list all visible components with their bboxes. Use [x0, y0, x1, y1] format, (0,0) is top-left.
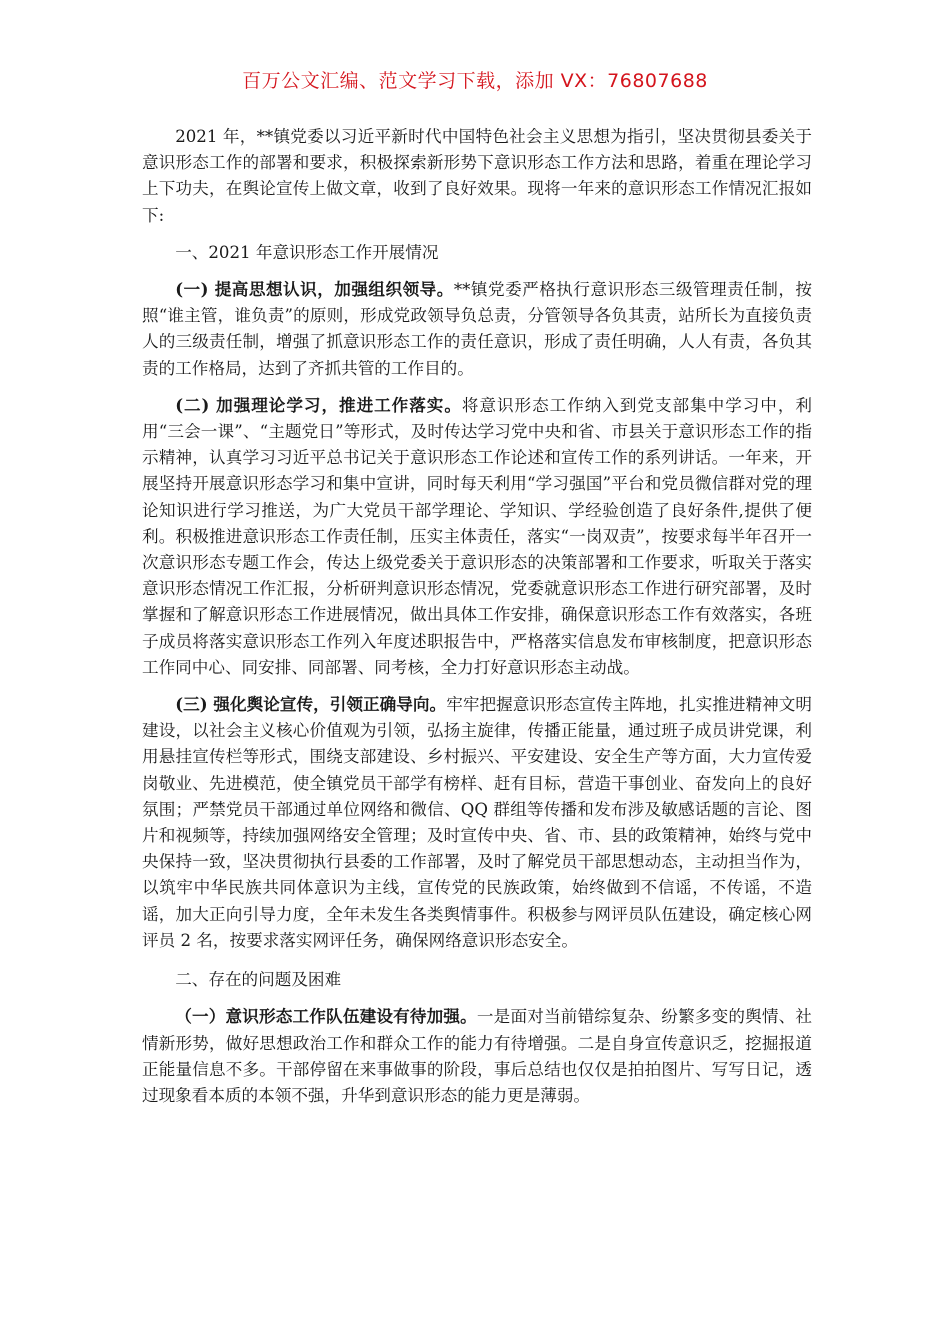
- section1-paragraph-3-body: 牢牢把握意识形态宣传主阵地，扎实推进精神文明建设，以社会主义核心价值观为引领，弘扬主旋律，传播正能量，通过班子成员讲党课，利用悬挂宣传栏等形式，围绕支部建设、乡村振兴、平安建设、安全生产等方面，大力宣传爱岗敬业、先进模范，使全镇党员干部学有榜样、赶有目标，营造干事创业、奋发向上的良好氛围；严禁党员干部通过单位网络和微信、QQ 群组等传播和发布涉及敏感话题的言论、图片和视频等，持续加强网络安全管理；及时宣传中央、省、市、县的政策精神，始终与党中央保持一致，坚决贯彻执行县委的工作部署，及时了解党员干部思想动态，主动担当作为，以筑牢中华民族共同体意识为主线，宣传党的民族政策，始终做到不信谣，不传谣，不造谣，加大正向引导力度，全年未发生各类舆情事件。积极参与网评员队伍建设，确定核心网评员 2 名，按要求落实网评任务，确保网络意识形态安全。: [142, 695, 812, 950]
- header-banner: 百万公文汇编、范文学习下载，添加 VX：76807688: [242, 70, 708, 92]
- section1-paragraph-1: [142, 276, 812, 382]
- section1-paragraph-2: [142, 392, 812, 681]
- section1-paragraph-2-lead: (二) 加强理论学习，推进工作落实。: [175, 394, 462, 415]
- intro-paragraph: 2021 年，**镇党委以习近平新时代中国特色社会主义思想为指引，坚决贯彻县委关于意识形态工作的部署和要求，积极探索新形势下意识形态工作方法和思路，着重在理论学习上下功夫，在舆论宣传上做文章，收到了良好效果。现将一年来的意识形态工作情况汇报如下:: [142, 127, 812, 225]
- section1-paragraph-2-body: 将意识形态工作纳入到党支部集中学习中，利用“三会一课”、“主题党日”等形式，及时传达学习党中央和省、市县关于意识形态工作的指示精神，认真学习习近平总书记关于意识形态工作论述和宣传工作的系列讲话。一年来，开展坚持开展意识形态学习和集中宣讲，同时每天利用“学习强国”平台和党员微信群对党的理论知识进行学习推送，为广大党员干部学理论、学知识、学经验创造了良好条件,提供了便利。积极推进意识形态工作责任制，压实主体责任，落实“一岗双责”，按要求每半年召开一次意识形态专题工作会，传达上级党委关于意识形态的决策部署和工作要求，听取关于落实意识形态情况工作汇报，分析研判意识形态情况，党委就意识形态工作进行研究部署，及时掌握和了解意识形态工作进展情况，做出具体工作安排，确保意识形态工作有效落实，各班子成员将落实意识形态工作列入年度述职报告中，严格落实信息发布审核制度，把意识形态工作同中心、同安排、同部署、同考核，全力打好意识形态主动战。: [142, 395, 812, 677]
- section2-paragraph-1: [142, 1003, 812, 1109]
- section2-heading: 二、存在的问题及困难: [175, 970, 342, 990]
- section2-paragraph-1-lead: （一）意识形态工作队伍建设有待加强。: [175, 1006, 477, 1027]
- document-body: [142, 124, 812, 1109]
- section1-paragraph-3: [142, 691, 812, 954]
- section1-paragraph-3-lead: (三) 强化舆论宣传，引领正确导向。: [175, 694, 447, 715]
- section2-paragraph-1-body: 一是面对当前错综复杂、纷繁多变的舆情、社情新形势，做好思想政治工作和群众工作的能力有待增强。二是自身宣传意识乏，挖掘报道正能量信息不多。干部停留在来事做事的阶段，事后总结也仅仅是拍拍图片、写写日记，透过现象看本质的本领不强，升华到意识形态的能力更是薄弱。: [142, 1007, 813, 1105]
- section1-heading: 一、2021 年意识形态工作开展情况: [175, 242, 439, 262]
- section1-paragraph-1-lead: (一) 提高思想认识，加强组织领导。: [175, 279, 454, 300]
- section1-paragraph-1-body: **镇党委严格执行意识形态三级管理责任制，按照“谁主管，谁负责”的原则，形成党政领导负总责，分管领导各负其责，站所长为直接负责人的三级责任制，增强了抓意识形态工作的责任意识，形成了责任明确，人人有责，各负其责的工作格局，达到了齐抓共管的工作目的。: [142, 280, 813, 378]
